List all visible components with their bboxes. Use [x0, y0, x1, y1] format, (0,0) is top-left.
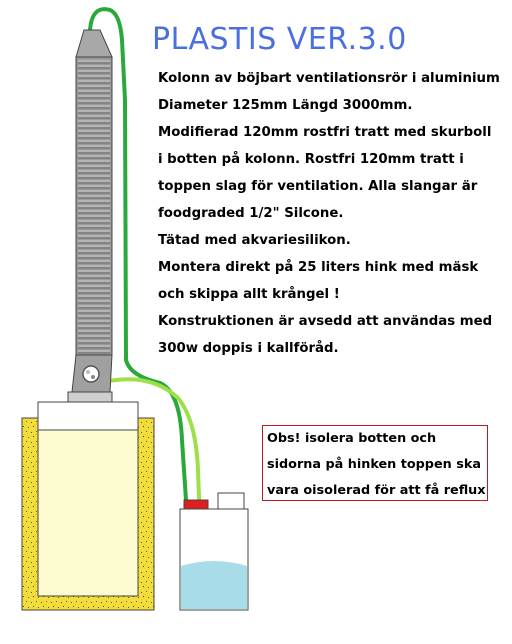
receiver-container — [180, 493, 248, 610]
description-line: 300w doppis i kallföråd. — [158, 341, 339, 356]
description-line: Diameter 125mm Längd 3000mm. — [158, 98, 413, 113]
description-line: Tätad med akvariesilikon. — [158, 233, 351, 248]
description-line: toppen slag för ventilation. Alla slangar är — [158, 179, 478, 194]
receiver-water — [181, 561, 247, 609]
description-line: Konstruktionen är avsedd att användas med — [158, 314, 493, 329]
note-line: Obs! isolera botten och — [267, 431, 437, 446]
description-line: Montera direkt på 25 liters hink med mäsk — [158, 260, 479, 275]
note-line: sidorna på hinken toppen ska — [267, 457, 481, 472]
page-title: PLASTIS VER.3.0 — [152, 22, 407, 57]
description-line: Modifierad 120mm rostfri tratt med skurboll — [158, 125, 492, 140]
note-line: vara oisolerad för att få reflux — [267, 483, 486, 498]
description-line: foodgraded 1/2" Silcone. — [158, 206, 344, 221]
description-line: och skippa allt krångel ! — [158, 287, 340, 302]
mash — [38, 430, 138, 596]
insulated-bucket — [22, 402, 154, 610]
description-line: Kolonn av böjbart ventilationsrör i aluminium — [158, 71, 500, 86]
description-line: i botten på kolonn. Rostfri 120mm tratt i — [158, 152, 464, 167]
bucket-lid — [38, 402, 138, 430]
ventilation-column — [76, 57, 112, 355]
funnel-base — [68, 392, 112, 402]
scrub-ball — [83, 366, 99, 382]
insulation-note — [262, 425, 488, 501]
description — [158, 65, 508, 362]
top-funnel — [76, 30, 112, 57]
